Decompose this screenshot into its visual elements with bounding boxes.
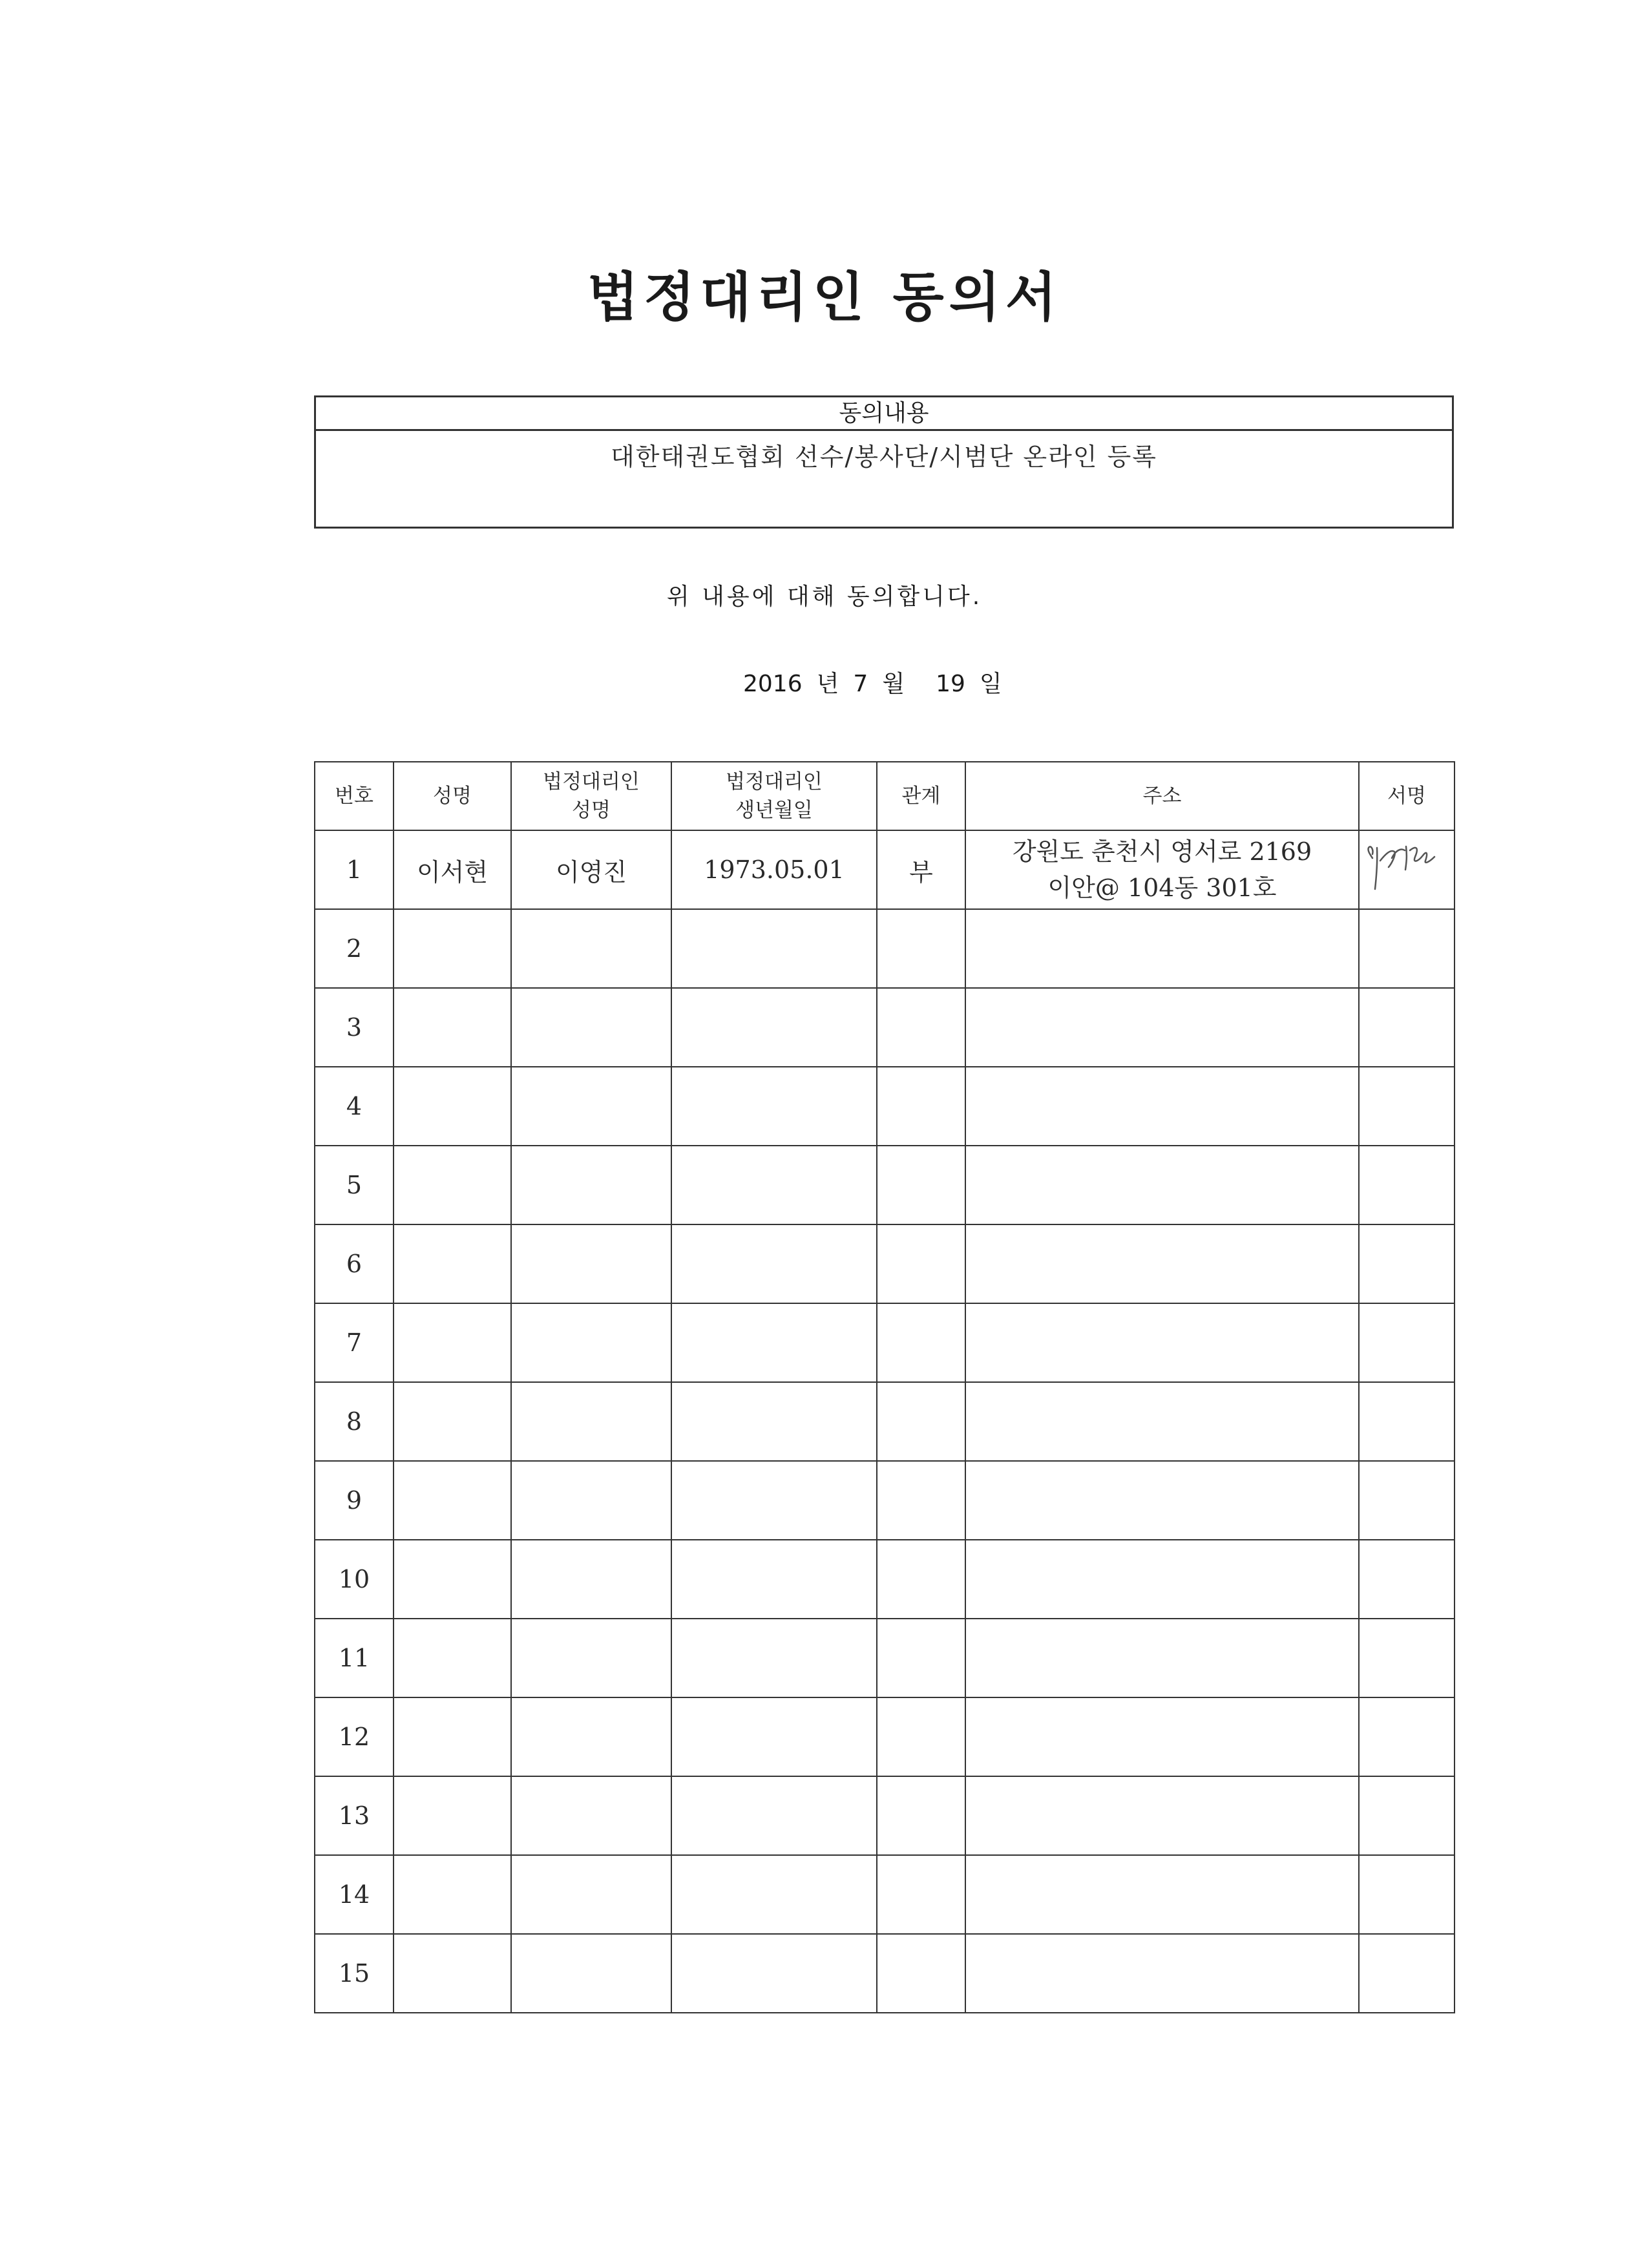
- rep-name: [511, 1224, 671, 1303]
- relation: 부: [877, 830, 965, 909]
- row-number: 8: [315, 1382, 394, 1461]
- rep-birth: [671, 1619, 877, 1697]
- signature: [1359, 1855, 1455, 1934]
- table-row: [315, 1934, 1455, 2013]
- row-number: 3: [315, 988, 394, 1067]
- signature: [1359, 1067, 1455, 1146]
- row-number: 14: [315, 1855, 394, 1934]
- rep-birth: [671, 1067, 877, 1146]
- relation: [877, 1382, 965, 1461]
- table-row: [315, 1540, 1455, 1619]
- rep-birth: [671, 1540, 877, 1619]
- student-name: [394, 1619, 511, 1697]
- rep-name: [511, 1855, 671, 1934]
- table-row: [315, 1067, 1455, 1146]
- address: [965, 1619, 1359, 1697]
- header-rep-birth-line2: 생년월일: [735, 799, 813, 822]
- address: [965, 1461, 1359, 1540]
- rep-name: [511, 1934, 671, 2013]
- rep-name: [511, 1303, 671, 1382]
- row-number: 11: [315, 1619, 394, 1697]
- rep-birth: [671, 988, 877, 1067]
- signature: [1359, 1303, 1455, 1382]
- signature: [1359, 830, 1455, 909]
- rep-birth: [671, 1934, 877, 2013]
- address: [965, 1855, 1359, 1934]
- relation: [877, 1934, 965, 2013]
- header-rep-name: [511, 762, 671, 830]
- rep-name: [511, 1776, 671, 1855]
- header-name: 성명: [394, 762, 511, 830]
- table-row: [315, 1697, 1455, 1776]
- row-number: 2: [315, 909, 394, 988]
- student-name: [394, 1461, 511, 1540]
- rep-birth: [671, 1855, 877, 1934]
- table-row: [315, 1461, 1455, 1540]
- relation: [877, 1146, 965, 1224]
- signature: [1359, 1619, 1455, 1697]
- header-rep-name-line2: 성명: [572, 799, 611, 822]
- date-year-unit: 년: [816, 671, 839, 697]
- row-number: 6: [315, 1224, 394, 1303]
- rep-name: [511, 1540, 671, 1619]
- table-row: [315, 830, 1455, 909]
- student-name: [394, 1776, 511, 1855]
- signature: [1359, 1146, 1455, 1224]
- row-number: 1: [315, 830, 394, 909]
- signature: [1359, 909, 1455, 988]
- student-name: [394, 1067, 511, 1146]
- student-name: [394, 1224, 511, 1303]
- rep-birth: [671, 1146, 877, 1224]
- rep-birth: [671, 1461, 877, 1540]
- row-number: 15: [315, 1934, 394, 2013]
- rep-name: 이영진: [511, 830, 671, 909]
- student-name: [394, 1303, 511, 1382]
- relation: [877, 1461, 965, 1540]
- student-name: [394, 1382, 511, 1461]
- address: [965, 1146, 1359, 1224]
- signature: [1359, 1697, 1455, 1776]
- rep-name: [511, 1382, 671, 1461]
- relation: [877, 1697, 965, 1776]
- student-name: [394, 1855, 511, 1934]
- document-title: 법정대리인 동의서: [587, 267, 1062, 328]
- student-name: [394, 1697, 511, 1776]
- table-row: [315, 988, 1455, 1067]
- address: [965, 1934, 1359, 2013]
- date-month: 7: [853, 671, 868, 697]
- relation: [877, 1067, 965, 1146]
- consent-body: 대한태권도협회 선수/봉사단/시범단 온라인 등록: [610, 443, 1157, 471]
- table-row: [315, 1619, 1455, 1697]
- address: [965, 1697, 1359, 1776]
- rep-name: [511, 1461, 671, 1540]
- header-address: 주소: [965, 762, 1359, 830]
- row-number: 4: [315, 1067, 394, 1146]
- row-number: 7: [315, 1303, 394, 1382]
- consent-box: [314, 395, 1454, 529]
- header-signature: 서명: [1359, 762, 1455, 830]
- address: [965, 909, 1359, 988]
- date-day: 19: [936, 671, 965, 697]
- rep-birth: [671, 1303, 877, 1382]
- rep-birth: [671, 909, 877, 988]
- rep-birth: [671, 1697, 877, 1776]
- address: [965, 1067, 1359, 1146]
- address: [965, 1224, 1359, 1303]
- signature: [1359, 1934, 1455, 2013]
- address: [965, 1382, 1359, 1461]
- signature: [1359, 988, 1455, 1067]
- agree-statement: 위 내용에 대해 동의합니다.: [666, 583, 983, 610]
- rep-birth: [671, 1382, 877, 1461]
- student-name: [394, 1934, 511, 2013]
- date-day-unit: 일: [979, 671, 1002, 697]
- student-name: [394, 1540, 511, 1619]
- relation: [877, 1776, 965, 1855]
- table-row: [315, 1855, 1455, 1934]
- student-name: [394, 909, 511, 988]
- signature: [1359, 1461, 1455, 1540]
- rep-name: [511, 988, 671, 1067]
- date-month-unit: 월: [882, 671, 905, 697]
- header-rep-birth-line1: 법정대리인: [726, 770, 823, 793]
- rep-name: [511, 1146, 671, 1224]
- table-row: [315, 1146, 1455, 1224]
- address: [965, 1303, 1359, 1382]
- consent-header: 동의내용: [316, 397, 1452, 431]
- signature: [1359, 1382, 1455, 1461]
- signature: [1359, 1540, 1455, 1619]
- rep-birth: [671, 1776, 877, 1855]
- table-row: [315, 1382, 1455, 1461]
- signature: [1359, 1776, 1455, 1855]
- relation: [877, 1855, 965, 1934]
- address: [965, 1776, 1359, 1855]
- guardian-table: [314, 761, 1455, 2013]
- rep-name: [511, 1067, 671, 1146]
- row-number: 5: [315, 1146, 394, 1224]
- address: [965, 988, 1359, 1067]
- handwritten-signature: [1360, 830, 1455, 908]
- header-rep-name-line1: 법정대리인: [543, 770, 640, 793]
- student-name: [394, 1146, 511, 1224]
- consent-date: [743, 666, 1016, 698]
- row-number: 12: [315, 1697, 394, 1776]
- relation: [877, 1619, 965, 1697]
- rep-name: [511, 909, 671, 988]
- header-rep-birth: [671, 762, 877, 830]
- table-row: [315, 909, 1455, 988]
- address: [965, 1540, 1359, 1619]
- relation: [877, 1540, 965, 1619]
- student-name: [394, 988, 511, 1067]
- table-row: [315, 1224, 1455, 1303]
- header-relation: 관계: [877, 762, 965, 830]
- rep-name: [511, 1619, 671, 1697]
- date-year: 2016: [743, 671, 803, 697]
- relation: [877, 909, 965, 988]
- header-no: 번호: [315, 762, 394, 830]
- address-line2: 이안@ 104동 301호: [1047, 874, 1277, 902]
- signature: [1359, 1224, 1455, 1303]
- table-row: [315, 1776, 1455, 1855]
- table-header-row: [315, 762, 1455, 830]
- relation: [877, 1303, 965, 1382]
- student-name: 이서현: [394, 830, 511, 909]
- relation: [877, 988, 965, 1067]
- rep-birth: 1973.05.01: [671, 830, 877, 909]
- address: [965, 830, 1359, 909]
- rep-birth: [671, 1224, 877, 1303]
- rep-name: [511, 1697, 671, 1776]
- table-row: [315, 1303, 1455, 1382]
- address-line1: 강원도 춘천시 영서로 2169: [1012, 837, 1312, 866]
- row-number: 9: [315, 1461, 394, 1540]
- row-number: 13: [315, 1776, 394, 1855]
- relation: [877, 1224, 965, 1303]
- row-number: 10: [315, 1540, 394, 1619]
